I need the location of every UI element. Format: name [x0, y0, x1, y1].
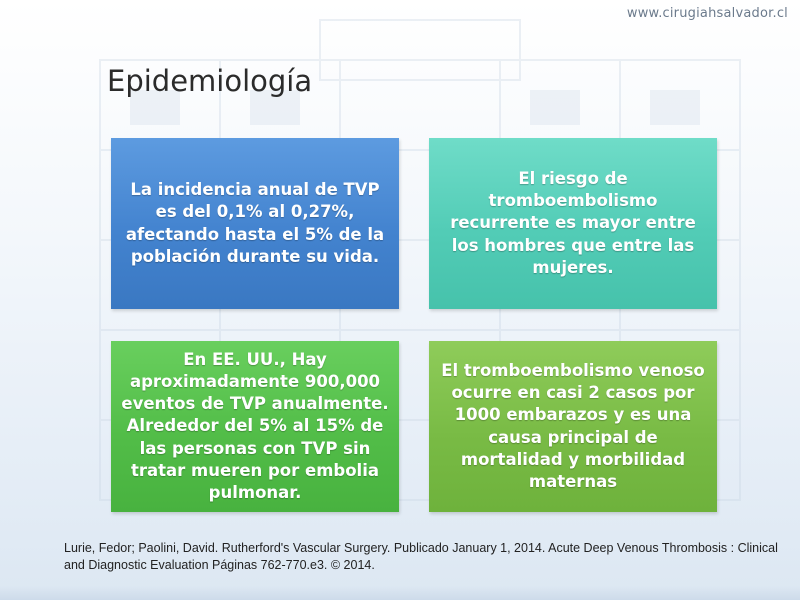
- pregnancy-vte-box: El tromboembolismo venoso ocurre en casi 2 casos por 1000 embarazos y es una causa principal de mortalidad y morbilidad maternas: [429, 341, 717, 512]
- website-url: www.cirugiahsalvador.cl: [626, 6, 788, 21]
- bottom-band: [0, 586, 800, 600]
- slide-title: Epidemiología: [107, 64, 313, 98]
- recurrence-risk-box: El riesgo de tromboembolismo recurrente es mayor entre los hombres que entre las mujeres.: [429, 138, 717, 309]
- usa-events-box: En EE. UU., Hay aproximadamente 900,000 eventos de TVP anualmente. Alrededor del 5% al 15% de las personas con TVP sin tratar mueren por embolia pulmonar.: [111, 341, 399, 512]
- incidence-box: La incidencia anual de TVP es del 0,1% al 0,27%, afectando hasta el 5% de la población durante su vida.: [111, 138, 399, 309]
- citation: Lurie, Fedor; Paolini, David. Rutherford's Vascular Surgery. Publicado January 1, 2014. Acute Deep Venous Thrombosis : Clinical and Diagnostic Evaluation Páginas 762-770.e3. © 2014.: [64, 541, 778, 572]
